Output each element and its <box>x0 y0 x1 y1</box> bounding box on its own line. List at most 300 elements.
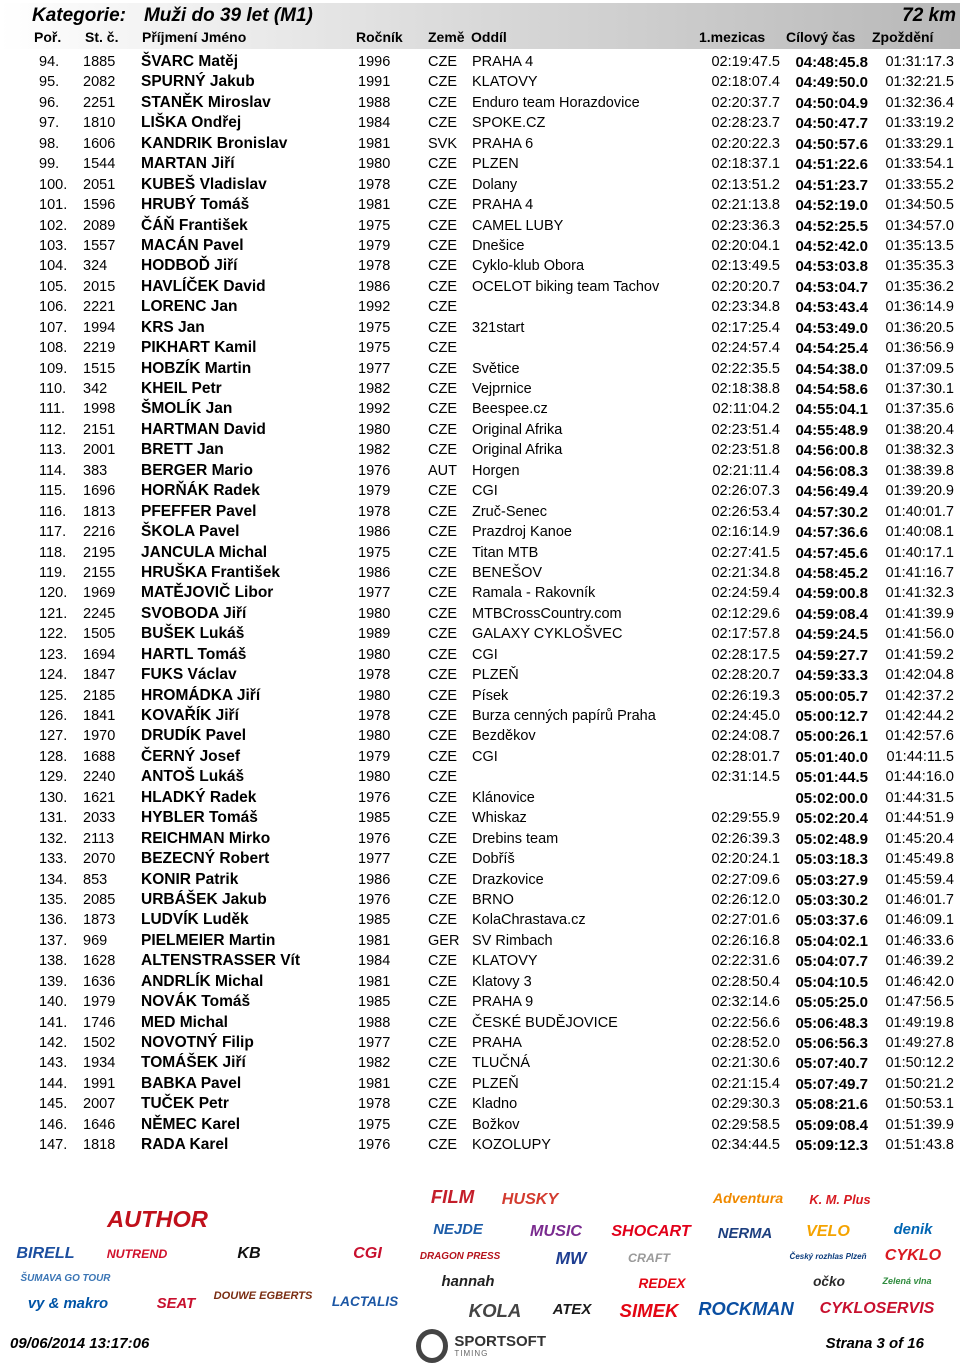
table-row <box>0 1135 960 1155</box>
cell-gap: 01:42:44.2 <box>885 708 954 724</box>
cell-name: KRS Jan <box>141 318 205 336</box>
cell-gap: 01:33:19.2 <box>885 115 954 132</box>
cell-split-time: 02:32:14.6 <box>711 994 780 1011</box>
cell-year: 1975 <box>358 217 391 234</box>
cell-finish-time: 05:07:49.7 <box>795 1075 868 1093</box>
cell-split-time: 02:22:56.6 <box>711 1014 780 1031</box>
cell-gap: 01:50:12.2 <box>885 1055 954 1072</box>
cell-split-time: 02:20:20.7 <box>711 278 780 295</box>
cell-gap: 01:42:04.8 <box>885 667 954 684</box>
cell-name: PIKHART Kamil <box>141 339 257 357</box>
cell-country: CZE <box>428 1137 457 1154</box>
cell-name: ALTENSTRASSER Vít <box>141 952 301 970</box>
cell-country: CZE <box>428 401 457 418</box>
cell-country: CZE <box>428 748 457 765</box>
sponsor-logo: BIRELL <box>16 1243 75 1262</box>
cell-country: CZE <box>428 605 457 622</box>
cell-club: OCELOT biking team Tachov <box>472 278 660 295</box>
cell-country: GER <box>428 932 460 949</box>
cell-year: 1977 <box>358 1035 391 1051</box>
cell-year: 1980 <box>358 687 391 704</box>
cell-gap: 01:46:01.7 <box>885 891 954 908</box>
cell-name: BERGER Mario <box>141 461 253 479</box>
cell-split-time: 02:24:57.4 <box>711 340 780 357</box>
cell-finish-time: 05:09:08.4 <box>795 1116 868 1134</box>
cell-year: 1988 <box>358 94 391 111</box>
table-row <box>0 992 960 1012</box>
cell-year: 1977 <box>358 360 391 377</box>
cell-year: 1978 <box>358 258 391 275</box>
print-timestamp: 09/06/2014 13:17:06 <box>10 1335 150 1352</box>
cell-country: CZE <box>428 626 457 643</box>
cell-year: 1978 <box>358 176 391 193</box>
cell-name: HARTMAN David <box>141 420 266 438</box>
cell-rank: 147. <box>39 1137 68 1154</box>
cell-rank: 116. <box>39 503 67 520</box>
cell-rank: 120. <box>39 585 68 602</box>
cell-split-time: 02:18:07.4 <box>711 74 780 91</box>
table-row <box>0 440 960 460</box>
cell-year: 1992 <box>358 299 391 316</box>
cell-bib: 969 <box>83 932 108 949</box>
cell-split-time: 02:17:57.8 <box>711 626 780 643</box>
sponsor-logo: AUTHOR <box>107 1205 208 1232</box>
sponsor-logo: REDEX <box>638 1275 686 1291</box>
cell-bib: 1818 <box>83 1137 116 1154</box>
cell-split-time: 02:22:35.5 <box>711 360 780 377</box>
cell-bib: 1557 <box>83 237 116 254</box>
cell-gap: 01:35:13.5 <box>885 237 954 254</box>
sponsor-logos <box>0 1178 960 1328</box>
cell-gap: 01:49:19.8 <box>885 1014 954 1031</box>
cell-bib: 1688 <box>83 748 116 765</box>
sportsoft-icon <box>416 1329 448 1363</box>
cell-gap: 01:40:01.7 <box>885 503 954 520</box>
cell-finish-time: 04:54:58.6 <box>795 381 868 398</box>
table-row <box>0 359 960 379</box>
table-row <box>0 645 960 665</box>
cell-gap: 01:33:54.1 <box>885 156 954 173</box>
cell-country: CZE <box>428 1055 457 1072</box>
cell-split-time: 02:29:55.9 <box>711 810 780 827</box>
cell-gap: 01:37:35.6 <box>885 401 954 418</box>
cell-gap: 01:46:42.0 <box>885 973 954 990</box>
cell-country: CZE <box>428 421 457 438</box>
page-header <box>0 0 960 52</box>
cell-rank: 100. <box>39 176 68 193</box>
cell-name: PFEFFER Pavel <box>141 502 257 520</box>
cell-year: 1986 <box>358 564 391 581</box>
cell-name: KUBEŠ Vladislav <box>141 175 267 193</box>
cell-club: PLZEŇ <box>472 1075 519 1092</box>
cell-rank: 143. <box>39 1055 68 1072</box>
cell-name: KOVAŘÍK Jiří <box>141 707 239 724</box>
cell-country: CZE <box>428 156 457 173</box>
cell-split-time: 02:20:24.1 <box>711 851 780 868</box>
cell-rank: 106. <box>39 299 68 316</box>
cell-bib: 1970 <box>83 728 116 745</box>
table-row <box>0 972 960 992</box>
table-row <box>0 1074 960 1094</box>
cell-finish-time: 04:56:08.3 <box>795 462 868 480</box>
cell-gap: 01:36:20.5 <box>885 319 954 336</box>
cell-finish-time: 04:59:33.3 <box>795 667 868 685</box>
cell-rank: 138. <box>39 953 68 970</box>
sponsor-logo: denik <box>893 1222 933 1238</box>
cell-club: BENEŠOV <box>472 564 543 581</box>
cell-finish-time: 04:52:25.5 <box>795 217 868 235</box>
cell-bib: 2185 <box>83 687 116 704</box>
cell-rank: 125. <box>39 687 68 704</box>
cell-club: Bezděkov <box>472 728 536 745</box>
cell-name: HRUBÝ Tomáš <box>141 196 250 214</box>
cell-year: 1984 <box>358 115 391 132</box>
cell-club: Drebins team <box>472 830 559 847</box>
table-row <box>0 829 960 849</box>
table-row <box>0 277 960 297</box>
cell-year: 1980 <box>358 156 391 173</box>
results-table <box>0 52 960 1156</box>
cell-bib: 2151 <box>83 421 116 438</box>
cell-bib: 2216 <box>83 524 116 541</box>
cell-finish-time: 04:54:25.4 <box>795 340 868 358</box>
cell-name: BEZECNÝ Robert <box>141 850 270 868</box>
cell-split-time: 02:11:04.2 <box>712 401 780 418</box>
cell-gap: 01:50:21.2 <box>885 1075 954 1092</box>
column-header-bib: St. č. <box>85 29 119 45</box>
cell-rank: 97. <box>39 115 60 132</box>
cell-country: CZE <box>428 667 457 684</box>
cell-club: KLATOVY <box>472 953 538 970</box>
cell-club: PRAHA 4 <box>472 54 534 70</box>
cell-split-time: 02:31:14.5 <box>711 769 780 786</box>
cell-year: 1980 <box>358 646 391 663</box>
cell-rank: 139. <box>39 973 68 990</box>
cell-club: 321start <box>472 319 525 336</box>
cell-rank: 110. <box>39 381 67 397</box>
cell-name: HRUŠKA František <box>141 563 280 581</box>
cell-split-time: 02:23:51.4 <box>711 421 780 438</box>
cell-split-time: 02:28:52.0 <box>711 1035 780 1051</box>
cell-gap: 01:46:09.1 <box>885 912 954 929</box>
cell-rank: 146. <box>39 1116 68 1133</box>
sponsor-logo: SEAT <box>156 1296 196 1312</box>
cell-gap: 01:46:39.2 <box>885 953 954 970</box>
cell-country: CZE <box>428 891 457 908</box>
cell-gap: 01:42:37.2 <box>885 687 954 704</box>
sponsor-logo: MW <box>555 1247 587 1268</box>
cell-club: KLATOVY <box>472 74 538 91</box>
cell-gap: 01:38:20.4 <box>885 421 954 438</box>
sportsoft-brand: SPORTSOFT <box>454 1332 546 1350</box>
cell-country: CZE <box>428 1116 457 1133</box>
cell-club: Cyklo-klub Obora <box>472 258 585 275</box>
cell-finish-time: 04:51:23.7 <box>795 176 868 194</box>
cell-club: CAMEL LUBY <box>472 217 564 234</box>
cell-gap: 01:45:49.8 <box>885 851 954 868</box>
cell-split-time: 02:27:09.6 <box>711 871 780 888</box>
cell-finish-time: 05:04:02.1 <box>795 932 868 950</box>
cell-finish-time: 04:50:47.7 <box>795 115 868 133</box>
cell-country: CZE <box>428 585 457 602</box>
cell-name: TOMÁŠEK Jiří <box>141 1054 246 1072</box>
cell-name: HARTL Tomáš <box>141 645 247 663</box>
cell-gap: 01:37:30.1 <box>885 381 954 397</box>
category-title <box>32 5 313 27</box>
cell-club: CGI <box>472 483 498 500</box>
table-row <box>0 175 960 195</box>
cell-country: CZE <box>428 769 457 786</box>
cell-country: CZE <box>428 74 457 91</box>
sponsor-logo: SIMEK <box>619 1300 679 1321</box>
cell-split-time: 02:29:58.5 <box>711 1116 780 1133</box>
cell-bib: 1694 <box>83 646 116 663</box>
cell-country: CZE <box>428 54 457 70</box>
cell-rank: 140. <box>39 994 68 1011</box>
category-value: Muži do 39 let (M1) <box>143 5 313 26</box>
cell-split-time: 02:28:50.4 <box>711 973 780 990</box>
table-row <box>0 808 960 828</box>
cell-club: KolaChrastava.cz <box>472 912 586 929</box>
cell-rank: 103. <box>39 237 68 254</box>
cell-bib: 1544 <box>83 156 116 173</box>
cell-year: 1985 <box>358 810 391 827</box>
sponsor-logo: CYKLOSERVIS <box>819 1300 935 1317</box>
cell-club: Drazkovice <box>472 871 544 888</box>
cell-gap: 01:45:20.4 <box>885 830 954 847</box>
cell-gap: 01:36:14.9 <box>885 299 954 316</box>
cell-name: SVOBODA Jiří <box>141 604 247 622</box>
cell-bib: 1628 <box>83 953 116 970</box>
cell-year: 1982 <box>358 1055 391 1072</box>
cell-gap: 01:34:50.5 <box>885 197 954 214</box>
cell-rank: 102. <box>39 217 68 234</box>
cell-bib: 2015 <box>83 278 116 295</box>
cell-year: 1976 <box>358 891 391 908</box>
cell-finish-time: 05:02:00.0 <box>795 789 868 807</box>
sponsor-logo: CRAFT <box>628 1251 670 1265</box>
cell-year: 1980 <box>358 605 391 622</box>
cell-rank: 122. <box>39 626 68 643</box>
cell-name: ANDRLÍK Michal <box>141 972 264 990</box>
cell-name: KONIR Patrik <box>141 870 239 888</box>
cell-year: 1982 <box>358 442 391 459</box>
cell-year: 1976 <box>358 830 391 847</box>
cell-gap: 01:44:51.9 <box>885 810 954 827</box>
cell-gap: 01:37:09.5 <box>885 360 954 377</box>
cell-name: HODBOĎ Jiří <box>141 257 238 275</box>
cell-finish-time: 05:03:37.6 <box>795 912 868 930</box>
cell-year: 1984 <box>358 953 391 970</box>
cell-rank: 105. <box>39 278 68 295</box>
table-row <box>0 747 960 767</box>
sportsoft-logo <box>416 1326 546 1366</box>
cell-split-time: 02:26:07.3 <box>711 483 780 500</box>
cell-country: CZE <box>428 115 457 132</box>
table-row <box>0 338 960 358</box>
cell-split-time: 02:18:38.8 <box>711 381 780 397</box>
table-row <box>0 502 960 522</box>
cell-finish-time: 05:04:07.7 <box>795 953 868 971</box>
cell-rank: 128. <box>39 748 68 765</box>
page-number: Strana 3 of 16 <box>825 1335 924 1352</box>
cell-split-time: 02:23:36.3 <box>711 217 780 234</box>
cell-name: JANCULA Michal <box>141 543 268 561</box>
cell-name: KANDRIK Bronislav <box>141 134 288 152</box>
cell-bib: 2251 <box>83 94 116 111</box>
cell-bib: 1746 <box>83 1014 116 1031</box>
cell-rank: 141. <box>39 1014 68 1031</box>
cell-country: CZE <box>428 176 457 193</box>
cell-name: HLADKÝ Radek <box>141 788 257 806</box>
cell-rank: 117. <box>39 524 67 541</box>
cell-year: 1975 <box>358 544 391 561</box>
sponsor-logo: hannah <box>441 1274 495 1290</box>
table-row <box>0 522 960 542</box>
cell-finish-time: 05:03:27.9 <box>795 871 868 889</box>
cell-split-time: 02:26:16.8 <box>711 932 780 949</box>
cell-rank: 108. <box>39 340 68 357</box>
cell-finish-time: 04:59:08.4 <box>795 605 868 623</box>
sponsor-logo: KB <box>237 1243 261 1262</box>
cell-name: MED Michal <box>141 1013 228 1031</box>
cell-split-time: 02:23:51.8 <box>711 442 780 459</box>
cell-year: 1981 <box>358 973 391 990</box>
table-row <box>0 1033 960 1053</box>
cell-finish-time: 04:49:50.0 <box>795 74 868 92</box>
table-row <box>0 726 960 746</box>
cell-year: 1977 <box>358 585 391 602</box>
cell-gap: 01:51:39.9 <box>885 1116 954 1133</box>
cell-bib: 1606 <box>83 135 116 152</box>
cell-rank: 135. <box>39 891 68 908</box>
cell-split-time: 02:26:19.3 <box>711 687 780 704</box>
sponsor-logo: CYKLO <box>884 1245 942 1264</box>
cell-club: CGI <box>472 646 498 663</box>
cell-name: ČÁŇ František <box>141 216 248 234</box>
cell-split-time: 02:28:17.5 <box>711 646 780 663</box>
cell-gap: 01:46:33.6 <box>885 932 954 949</box>
table-row <box>0 1115 960 1135</box>
cell-name: TUČEK Petr <box>141 1095 229 1113</box>
cell-country: CZE <box>428 237 457 254</box>
cell-finish-time: 04:57:45.6 <box>795 544 868 562</box>
cell-bib: 342 <box>83 381 108 397</box>
cell-split-time: 02:21:30.6 <box>711 1055 780 1072</box>
cell-finish-time: 04:58:45.2 <box>795 564 868 582</box>
cell-year: 1976 <box>358 1137 391 1154</box>
cell-country: CZE <box>428 503 457 520</box>
cell-club: BRNO <box>472 891 514 908</box>
cell-rank: 121. <box>39 605 68 622</box>
cell-name: NOVOTNÝ Filip <box>141 1034 254 1051</box>
cell-finish-time: 04:56:49.4 <box>795 483 868 501</box>
cell-country: CZE <box>428 973 457 990</box>
cell-split-time: 02:20:04.1 <box>711 237 780 254</box>
cell-split-time: 02:21:11.4 <box>712 462 780 479</box>
cell-rank: 115. <box>39 483 67 500</box>
cell-year: 1980 <box>358 421 391 438</box>
cell-club: PLZEŇ <box>472 667 519 684</box>
cell-finish-time: 04:53:03.8 <box>795 258 868 276</box>
cell-finish-time: 04:57:36.6 <box>795 524 868 542</box>
cell-finish-time: 04:56:00.8 <box>795 442 868 460</box>
cell-club: GALAXY CYKLOŠVEC <box>472 626 623 643</box>
cell-name: HROMÁDKA Jiří <box>141 686 261 704</box>
cell-bib: 2240 <box>83 769 116 786</box>
cell-split-time: 02:22:31.6 <box>711 953 780 970</box>
cell-year: 1981 <box>358 1075 391 1092</box>
table-row <box>0 481 960 501</box>
table-row <box>0 216 960 236</box>
cell-bib: 324 <box>83 258 108 275</box>
table-row <box>0 767 960 787</box>
cell-rank: 129. <box>39 769 68 786</box>
cell-club: Dobříš <box>472 851 515 868</box>
cell-gap: 01:44:16.0 <box>885 769 954 786</box>
cell-country: CZE <box>428 217 457 234</box>
cell-finish-time: 04:51:22.6 <box>795 156 868 174</box>
cell-club: Dnešice <box>472 237 525 254</box>
cell-country: CZE <box>428 789 457 806</box>
cell-club: Kladno <box>472 1096 518 1113</box>
cell-bib: 1873 <box>83 912 116 929</box>
sponsor-logo: DRAGON PRESS <box>419 1250 501 1262</box>
cell-finish-time: 05:05:25.0 <box>795 994 868 1012</box>
cell-finish-time: 04:54:38.0 <box>795 360 868 378</box>
cell-year: 1975 <box>358 1116 391 1133</box>
table-row <box>0 931 960 951</box>
cell-finish-time: 04:55:04.1 <box>795 401 868 419</box>
sponsor-logo: ROCKMAN <box>698 1298 794 1319</box>
cell-name: ANTOŠ Lukáš <box>141 768 245 786</box>
sponsor-logo: VELO <box>806 1221 850 1240</box>
column-header-split: 1.mezicas <box>699 29 766 45</box>
cell-year: 1981 <box>358 932 391 949</box>
cell-split-time: 02:12:29.6 <box>711 605 780 622</box>
sponsor-logo: Adventura <box>712 1191 784 1207</box>
cell-year: 1978 <box>358 1096 391 1113</box>
cell-club: Whiskaz <box>472 810 527 827</box>
cell-gap: 01:40:17.1 <box>885 544 954 561</box>
cell-rank: 123. <box>39 646 68 663</box>
cell-gap: 01:34:57.0 <box>885 217 954 234</box>
cell-split-time: 02:13:49.5 <box>711 258 780 275</box>
cell-bib: 1979 <box>83 994 116 1011</box>
cell-name: STANĚK Miroslav <box>141 93 271 111</box>
cell-year: 1975 <box>358 340 391 357</box>
cell-year: 1988 <box>358 1014 391 1031</box>
cell-club: Klatovy 3 <box>472 973 532 990</box>
sponsor-logo: NEJDE <box>433 1222 483 1238</box>
cell-bib: 1515 <box>83 360 116 377</box>
cell-country: CZE <box>428 953 457 970</box>
table-row <box>0 318 960 338</box>
sponsor-logo: NERMA <box>717 1226 773 1242</box>
cell-name: BUŠEK Lukáš <box>141 625 245 643</box>
cell-name: BRETT Jan <box>141 441 224 459</box>
cell-name: KHEIL Petr <box>141 380 222 397</box>
cell-year: 1992 <box>358 401 391 418</box>
cell-bib: 1847 <box>83 667 116 684</box>
cell-split-time: 02:29:30.3 <box>711 1096 780 1113</box>
cell-club: ČESKÉ BUDĚJOVICE <box>472 1014 618 1031</box>
cell-country: CZE <box>428 708 457 724</box>
cell-club: Titan MTB <box>472 544 539 561</box>
cell-gap: 01:32:21.5 <box>885 74 954 91</box>
cell-year: 1979 <box>358 483 391 500</box>
cell-bib: 1813 <box>83 503 116 520</box>
